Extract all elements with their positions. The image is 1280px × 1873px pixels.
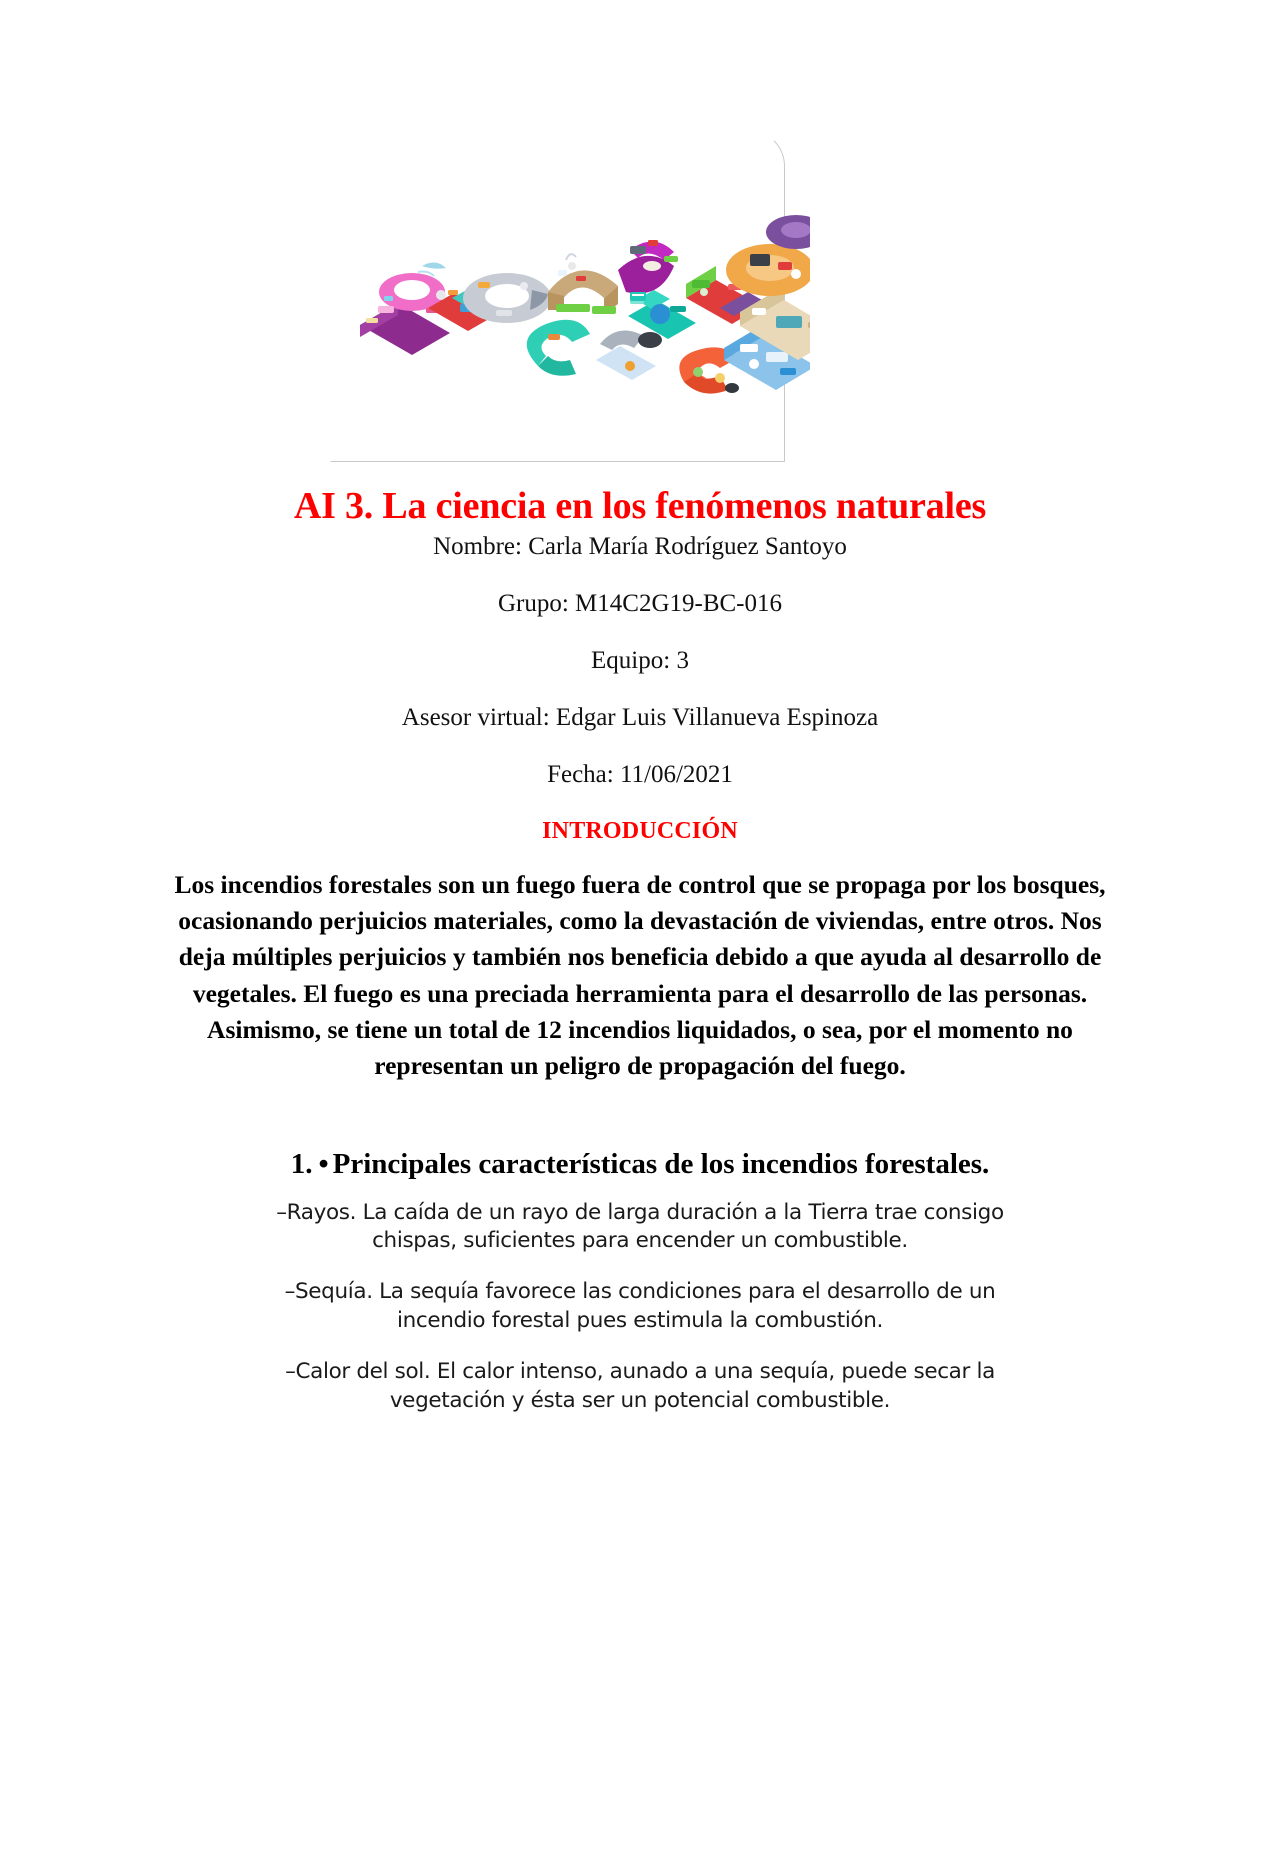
list-item: –Sequía. La sequía favorece las condiciones para el desarrollo de un incendio forestal pues estimula la combustión. xyxy=(284,1279,996,1333)
hero-illustration-block xyxy=(145,62,1135,462)
section-1-bullet-icon: • xyxy=(318,1148,329,1181)
meta-equipo: Equipo: 3 xyxy=(591,647,689,675)
introduccion-heading: INTRODUCCIÓN xyxy=(542,818,738,845)
introduccion-paragraph: Los incendios forestales son un fuego fuera de control que se propaga por los bosques, ocasionando perjuicios materiales, como la devastación de viviendas, entre otros. Nos deja múltiples perjuicios y también nos beneficia debido a que ayuda al desarrollo de vegetales. El fuego es una preciada herramienta para el desarrollo de las personas. Asimismo, se tiene un total de 12 incendios liquidados, o sea, por el momento no representan un peligro de propagación del fuego. xyxy=(174,870,1106,1081)
isometric-letters-icon xyxy=(300,120,810,420)
meta-grupo: Grupo: M14C2G19-BC-016 xyxy=(497,590,783,618)
meta-fecha: Fecha: 11/06/2021 xyxy=(547,761,733,789)
list-item: –Rayos. La caída de un rayo de larga duración a la Tierra trae consigo chispas, suficientes para encender un combustible. xyxy=(276,1199,1004,1254)
section-1-list xyxy=(245,1199,1035,1416)
section-1-heading xyxy=(145,1146,1135,1182)
document-page xyxy=(0,62,1280,1873)
meta-nombre: Nombre: Carla María Rodríguez Santoyo xyxy=(433,533,847,561)
meta-asesor: Asesor virtual: Edgar Luis Villanueva Espinoza xyxy=(401,704,879,732)
page-title: AI 3. La ciencia en los fenómenos naturales xyxy=(293,485,987,527)
section-1-heading-text: Principales características de los incendios forestales. xyxy=(332,1148,990,1181)
list-item: –Calor del sol. El calor intenso, aunado a una sequía, puede secar la vegetación y ésta ser un potencial combustible. xyxy=(285,1358,995,1413)
section-1-number: 1. xyxy=(290,1148,313,1181)
